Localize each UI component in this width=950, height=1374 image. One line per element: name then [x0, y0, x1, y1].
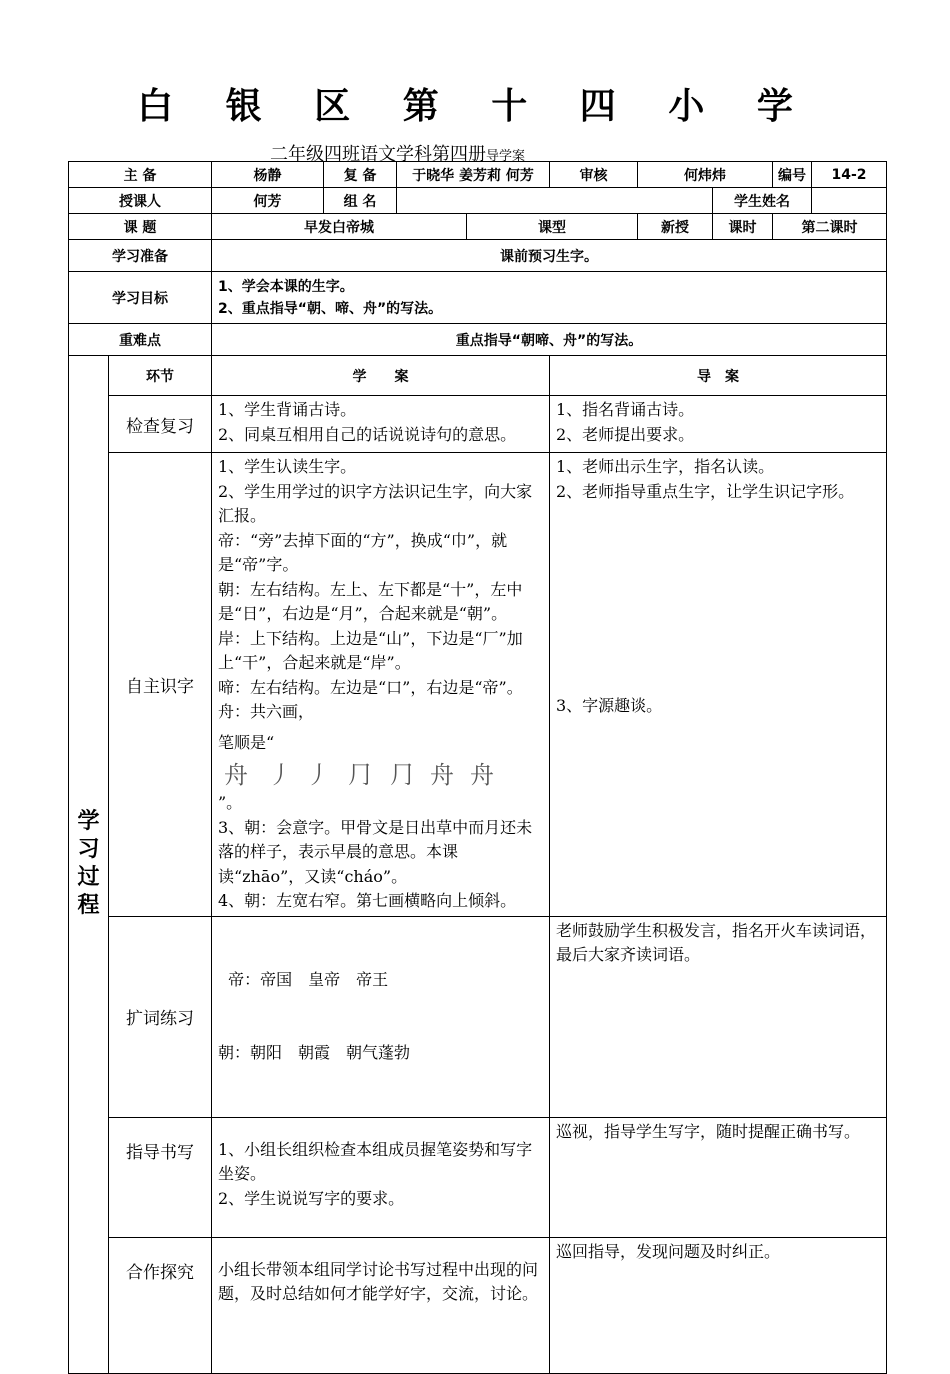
lesson-plan-table	[68, 161, 887, 1374]
process-label	[69, 356, 109, 1374]
lead-value: 杨静	[212, 162, 324, 188]
info-row-1	[69, 162, 887, 188]
stroke-glyph: ⺆	[390, 761, 414, 789]
guide-writing	[550, 1117, 887, 1237]
process-row-review	[69, 396, 887, 453]
stroke-glyph: 丿	[306, 761, 330, 789]
audit-value: 何炜炜	[638, 162, 773, 188]
review-value: 于晓华 姜芳莉 何芳	[397, 162, 550, 188]
id-value: 14-2	[812, 162, 887, 188]
prep-row	[69, 240, 887, 272]
id-label: 编号	[773, 162, 812, 188]
stage-vocab: 扩词练习	[109, 916, 212, 1117]
subtitle-subject-suffix: 学科第	[396, 144, 450, 165]
teacher-value: 何芳	[212, 188, 324, 214]
subtitle-book: 四	[450, 144, 468, 165]
period-label: 课时	[713, 214, 773, 240]
info-row-2	[69, 188, 887, 214]
group-value[interactable]	[397, 188, 713, 214]
guide-line: 1、老师出示生字，指名认读。	[556, 457, 775, 476]
study-line: 朝：朝阳 朝霞 朝气蓬勃	[218, 1043, 411, 1062]
guide-literacy	[550, 453, 887, 917]
stroke-order-image	[220, 755, 502, 791]
goals-label: 学习目标	[69, 272, 212, 324]
goals-value	[212, 272, 887, 324]
study-review	[212, 396, 550, 453]
guide-line: 巡视，指导学生写字，随时提醒正确书写。	[556, 1121, 861, 1141]
process-label-text: 学习过程	[77, 809, 100, 919]
guide-line: 2、老师提出要求。	[556, 424, 695, 444]
study-line: 1、学生背诵古诗。	[218, 400, 357, 419]
stage-review: 检查复习	[109, 396, 212, 453]
stroke-prefix: 笔顺是“	[218, 732, 275, 752]
subtitle-class-suffix: 班	[342, 144, 360, 165]
stroke-order-line	[218, 731, 543, 792]
subtitle-class: 四	[324, 144, 342, 165]
stroke-glyph: 舟	[430, 761, 454, 789]
guide-line: 1、指名背诵古诗。	[556, 400, 695, 419]
col-stage-header: 环节	[109, 356, 212, 396]
group-label: 组 名	[324, 188, 397, 214]
student-name-label: 学生姓名	[713, 188, 812, 214]
study-line: 1、小组长组织检查本组成员握笔姿势和写字坐姿。	[218, 1139, 533, 1183]
audit-label: 审核	[550, 162, 638, 188]
process-row-literacy	[69, 453, 887, 917]
difficulty-value: 重点指导“朝啼、舟”的写法。	[212, 324, 887, 356]
difficulty-row	[69, 324, 887, 356]
goal-line-1: 1、学会本课的生字。	[218, 278, 354, 295]
stroke-glyph: 丿	[268, 761, 292, 789]
guide-review	[550, 396, 887, 453]
subtitle-book-suffix: 册	[468, 144, 486, 165]
study-line: 岸：上下结构。上边是“山”，下边是“厂”加上“干”，合起来就是“岸”。	[218, 628, 523, 672]
process-row-vocab	[69, 916, 887, 1117]
stage-explore: 合作探究	[109, 1237, 212, 1373]
stroke-glyph: 舟	[470, 761, 494, 789]
study-line: 小组长带领本组同学讨论书写过程中出现的问题，及时总结如何才能学好字，交流，讨论。	[218, 1259, 539, 1303]
guide-explore	[550, 1237, 887, 1373]
stroke-glyph: 舟	[224, 761, 248, 789]
study-line: 2、学生用学过的识字方法识记生字，向大家汇报。	[218, 481, 533, 525]
difficulty-label: 重难点	[69, 324, 212, 356]
stroke-suffix: ”。	[218, 793, 243, 812]
subtitle-subject: 语文	[360, 144, 396, 165]
study-line: 帝：“旁”去掉下面的“方”，换成“巾”，就是“帝”字。	[218, 530, 508, 574]
guide-line: 2、老师指导重点生字，让学生识记字形。	[556, 481, 855, 501]
study-line: 4、朝：左宽右窄。第七画横略向上倾斜。	[218, 891, 517, 910]
prep-label: 学习准备	[69, 240, 212, 272]
study-line: 帝：帝国 皇帝 帝王	[218, 969, 389, 989]
study-literacy	[212, 453, 550, 917]
topic-value: 早发白帝城	[212, 214, 467, 240]
process-row-writing	[69, 1117, 887, 1237]
study-line: 啼：左右结构。左边是“口”，右边是“帝”。	[218, 677, 523, 697]
study-line: 2、学生说说写字的要求。	[218, 1188, 405, 1208]
study-line: 2、同桌互相用自己的话说说诗句的意思。	[218, 424, 517, 444]
stage-literacy: 自主识字	[109, 453, 212, 917]
guide-line: 3、字源趣谈。	[556, 696, 663, 715]
stage-writing: 指导书写	[109, 1117, 212, 1237]
lead-label: 主 备	[69, 162, 212, 188]
teacher-label: 授课人	[69, 188, 212, 214]
study-line: 1、学生认读生字。	[218, 457, 357, 476]
period-value: 第二课时	[773, 214, 887, 240]
info-row-3	[69, 214, 887, 240]
study-line: 3、朝：会意字。甲骨文是日出草中而月还未落的样子，表示早晨的意思。本课读“zhāo”，又读“cháo”。	[218, 817, 533, 886]
topic-label: 课 题	[69, 214, 212, 240]
type-value: 新授	[638, 214, 713, 240]
study-explore	[212, 1237, 550, 1373]
process-header-row	[69, 356, 887, 396]
goals-row	[69, 272, 887, 324]
study-line: 舟：共六画，	[218, 702, 315, 721]
prep-value: 课前预习生字。	[212, 240, 887, 272]
study-vocab	[212, 916, 550, 1117]
guide-line: 老师鼓励学生积极发言，指名开火车读词语，最后大家齐读词语。	[556, 920, 877, 964]
guide-line: 巡回指导，发现问题及时纠正。	[556, 1241, 781, 1261]
stroke-glyph: ⺆	[348, 761, 372, 789]
guide-vocab	[550, 916, 887, 1117]
subtitle-doc-type: 导学案	[486, 149, 526, 164]
col-guide-header: 导 案	[550, 356, 887, 396]
school-title: 白 银 区 第 十 四 小 学	[137, 86, 813, 127]
study-writing	[212, 1117, 550, 1237]
goal-line-2: 2、重点指导“朝、啼、舟”的写法。	[218, 300, 443, 317]
student-name-value[interactable]	[812, 188, 887, 214]
subtitle-grade: 二	[270, 144, 288, 165]
subtitle-grade-suffix: 年级	[288, 144, 324, 165]
type-label: 课型	[467, 214, 638, 240]
process-row-explore	[69, 1237, 887, 1373]
study-line: 朝：左右结构。左上、左下都是“十”，左中是“日”，右边是“月”，合起来就是“朝”。	[218, 579, 523, 623]
col-study-header: 学 案	[212, 356, 550, 396]
review-label: 复 备	[324, 162, 397, 188]
